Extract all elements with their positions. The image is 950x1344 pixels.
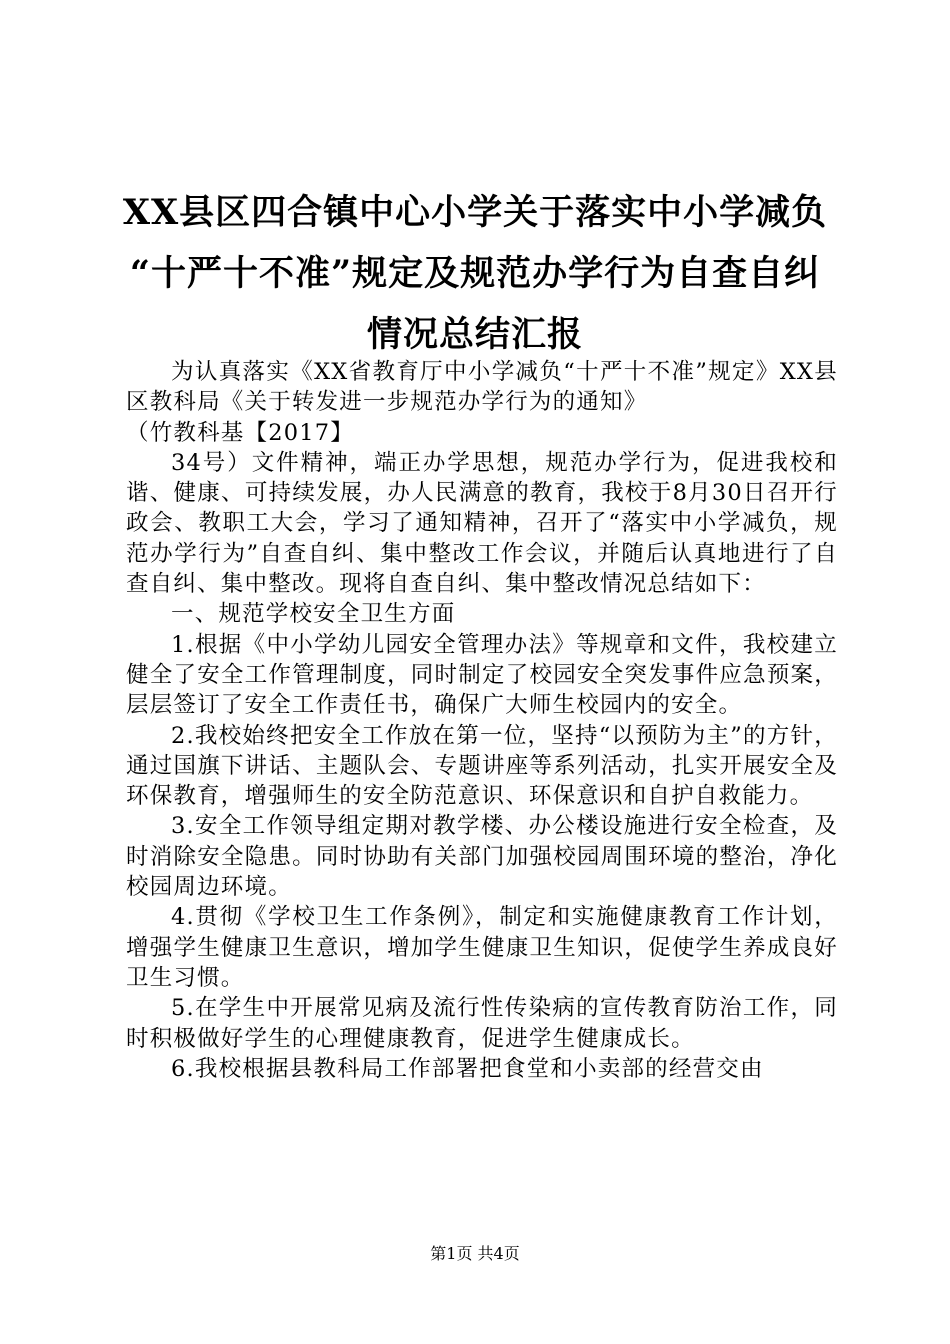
section-heading: 一、规范学校安全卫生方面	[171, 601, 456, 628]
paragraph-item-2: 2.我校始终把安全工作放在第一位，坚持“以预防为主”的方针，通过国旗下讲话、主题队会、专题讲座等系列活动，扎实开展安全及环保教育，增强师生的安全防范意识、环保意识和自护自救能力。	[126, 722, 838, 810]
paragraph-item-3: 3.安全工作领导组定期对教学楼、办公楼设施进行安全检查，及时消除安全隐患。同时协助有关部门加强校园周围环境的整治，净化校园周边环境。	[126, 813, 838, 901]
paragraph-intro: 为认真落实《XX省教育厅中小学减负“十严十不准”规定》XX县区教科局《关于转发进一步规范办学行为的通知》	[126, 359, 838, 416]
page-number-footer: 第1页 共4页	[430, 1244, 520, 1263]
document-title	[100, 182, 850, 365]
title-line-3: 情况总结汇报	[366, 314, 583, 355]
paragraph-item-6: 6.我校根据县教科局工作部署把食堂和小卖部的经营交由	[171, 1055, 764, 1082]
paragraph-doc-number: （竹教科基【2017】	[126, 419, 354, 446]
paragraph-item-1: 1.根据《中小学幼儿园安全管理办法》等规章和文件，我校建立健全了安全工作管理制度，同时制定了校园安全突发事件应急预案，层层签订了安全工作责任书，确保广大师生校园内的安全。	[126, 631, 838, 719]
title-line-2: “十严十不准”规定及规范办学行为自查自纠	[129, 253, 821, 294]
paragraph-item-5: 5.在学生中开展常见病及流行性传染病的宣传教育防治工作，同时积极做好学生的心理健康教育，促进学生健康成长。	[126, 995, 838, 1052]
paragraph-context: 34号）文件精神，端正办学思想，规范办学行为，促进我校和谐、健康、可持续发展，办人民满意的教育，我校于8月30日召开行政会、教职工大会，学习了通知精神，召开了“落实中小学减负，规范办学行为”自查自纠、集中整改工作会议，并随后认真地进行了自查自纠、集中整改。现将自查自纠、集中整改情况总结如下：	[126, 449, 838, 598]
paragraph-item-4: 4.贯彻《学校卫生工作条例》，制定和实施健康教育工作计划，增强学生健康卫生意识，增加学生健康卫生知识，促使学生养成良好卫生习惯。	[126, 904, 838, 991]
title-line-1: XX县区四合镇中心小学关于落实中小学减负	[122, 192, 828, 233]
document-body	[126, 357, 838, 1084]
